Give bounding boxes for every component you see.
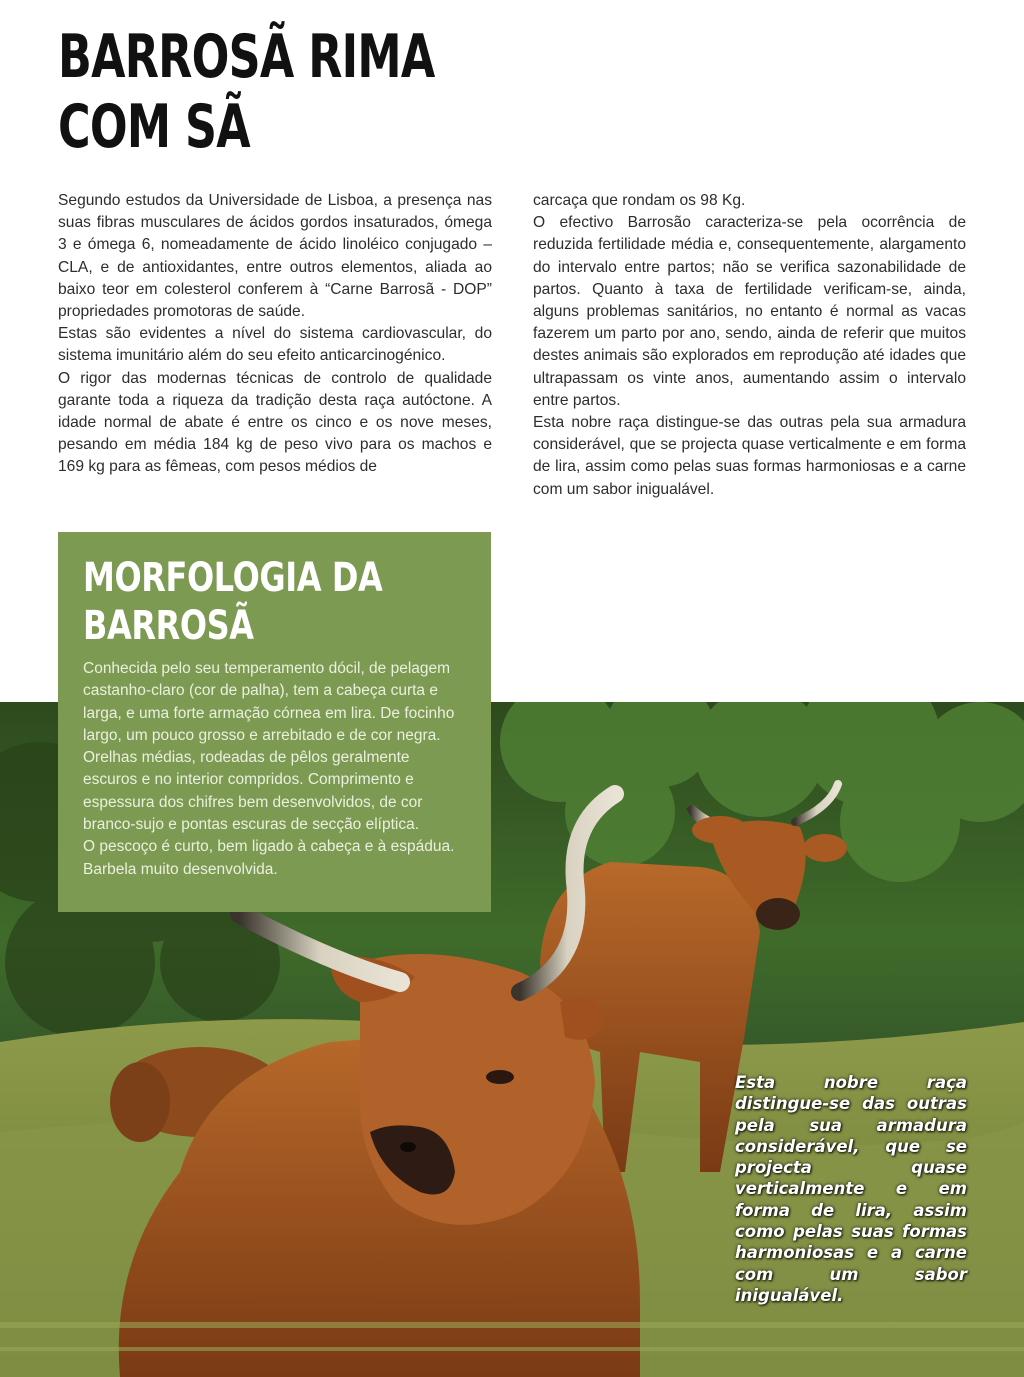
morphology-title-line-2: BARROSÃ	[83, 603, 254, 649]
morphology-title	[83, 554, 390, 650]
right-paragraph-3: Esta nobre raça distingue-se das outras pela sua armadura considerável, que se projecta quase verticalmente e em forma de lira, assim como pelas suas formas harmoniosas e a carne com um sabor inigualável.	[533, 414, 966, 498]
right-paragraph-2: O efectivo Barrosão caracteriza-se pela ocorrência de reduzida fertilidade média e, consequentemente, alargamento do intervalo entre partos; não se verifica sazonabilidade de partos. Quanto à taxa de fertilidade verificam-se, ainda, alguns problemas sanitários, no entanto é normal as vacas fazerem um parto por ano, sendo, ainda de referir que muitos destes animais são explorados em reprodução até idades que ultrapassam os vinte anos, aumentando assim o intervalo entre partos.	[533, 214, 966, 409]
morphology-body	[83, 658, 467, 881]
left-paragraph-1: Segundo estudos da Universidade de Lisboa, a presença nas suas fibras musculares de ácidos gordos insaturados, ómega 3 e ómega 6, nomeadamente de ácido linoléico conjugado – CLA, e de antioxidantes, entre outros elementos, aliada ao baixo teor em colesterol conferem à “Carne Barrosã - DOP” propriedades promotoras de saúde.	[58, 192, 492, 321]
morphology-paragraph-1: Conhecida pelo seu temperamento dócil, de pelagem castanho-claro (cor de palha), tem a cabeça curta e larga, e uma forte armação córnea em lira. De focinho largo, um pouco grosso e arrebitado e de cor negra. Orelhas médias, rodeadas de pêlos geralmente escuros e no interior compridos. Comprimento e espessura dos chifres bem desenvolvidos, de cor branco-sujo e pontas escuras de secção elíptica.	[83, 660, 455, 834]
article-right-column	[533, 190, 966, 501]
right-paragraph-1: carcaça que rondam os 98 Kg.	[533, 192, 746, 209]
morphology-paragraph-2: O pescoço é curto, bem ligado à cabeça e à espádua. Barbela muito desenvolvida.	[83, 838, 455, 878]
pull-quote: Esta nobre raça distingue-se das outras pela sua armadura considerável, que se projecta quase verticalmente e em forma de lira, assim como pelas suas formas harmoniosas e a carne com um sabor inigualável.	[735, 1073, 967, 1305]
left-paragraph-2: Estas são evidentes a nível do sistema cardiovascular, do sistema imunitário além do seu efeito anticarcinogénico.	[58, 325, 492, 365]
morphology-box	[58, 532, 491, 912]
page-title-line-1: BARROSÃ RIMA	[58, 22, 435, 92]
left-paragraph-3: O rigor das modernas técnicas de controlo de qualidade garante toda a riqueza da tradição desta raça autóctone. A idade normal de abate é entre os cinco e os nove meses, pesando em média 184 kg de peso vivo para os machos e 169 kg para as fêmeas, com pesos médios de	[58, 369, 492, 476]
page-title-line-2: COM SÃ	[58, 92, 250, 162]
article-left-column	[58, 190, 492, 479]
morphology-title-line-1: MORFOLOGIA DA	[83, 555, 383, 601]
page-title	[58, 22, 472, 162]
